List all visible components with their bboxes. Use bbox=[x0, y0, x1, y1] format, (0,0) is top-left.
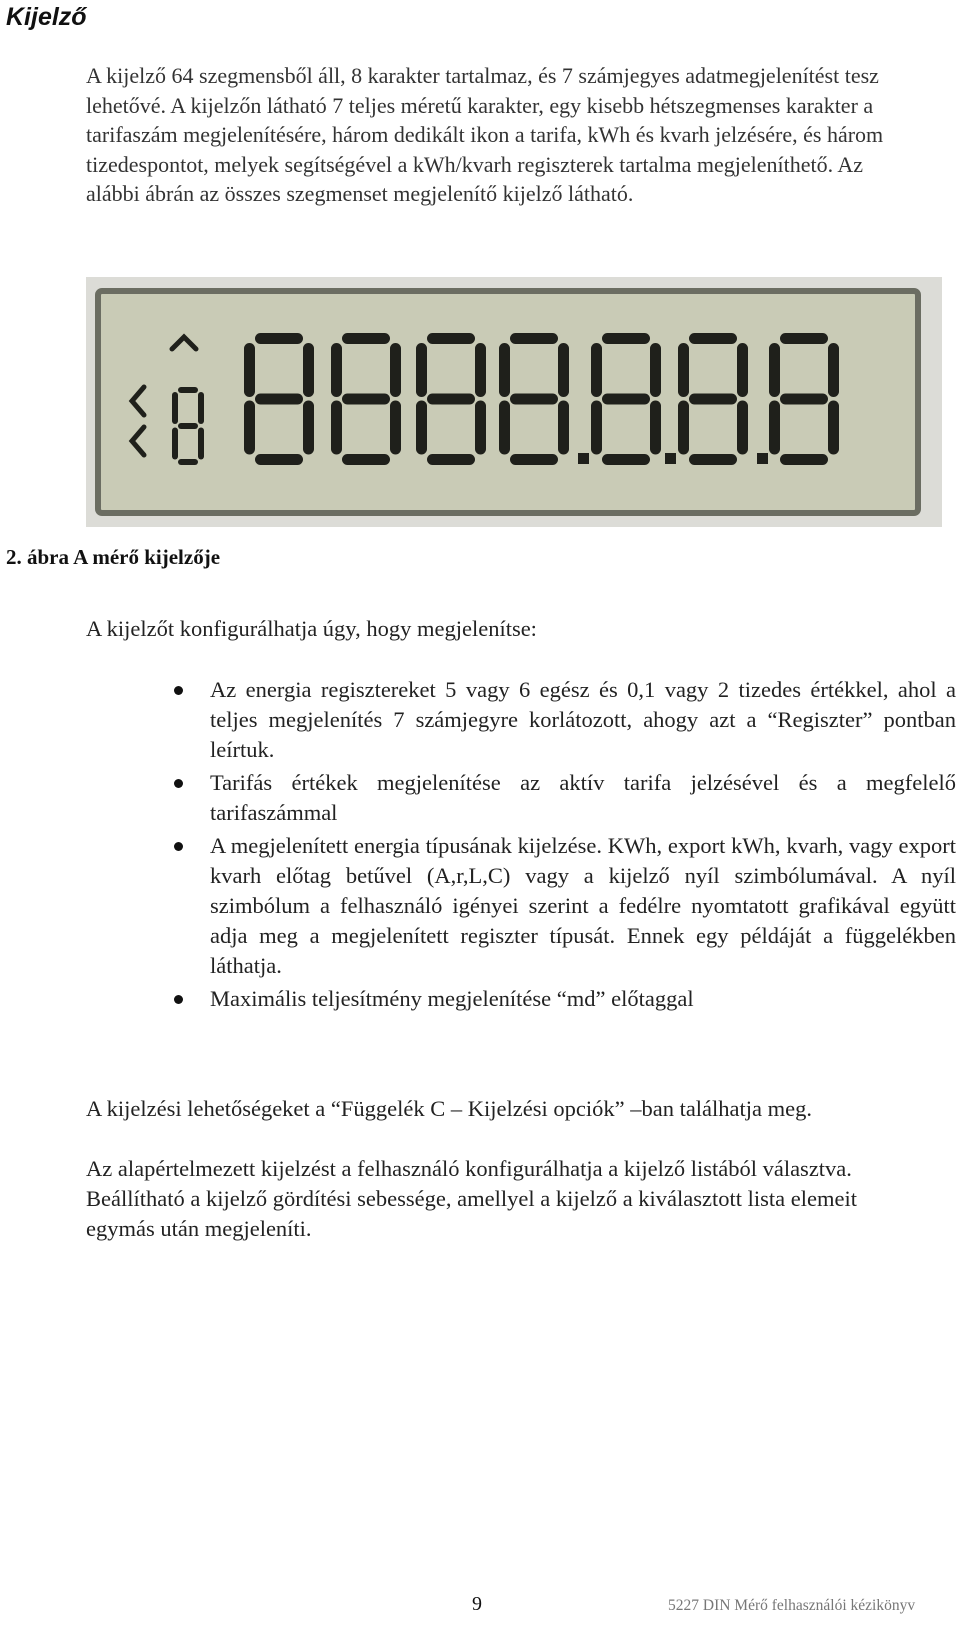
figure-caption: 2. ábra A mérő kijelzője bbox=[6, 545, 221, 569]
lcd-segment bbox=[769, 343, 780, 397]
lcd-segment bbox=[499, 343, 510, 397]
lcd-segment bbox=[828, 343, 839, 397]
lcd-decimal-point bbox=[757, 453, 768, 464]
lcd-segment bbox=[510, 454, 558, 465]
lcd-segment bbox=[510, 333, 558, 344]
lcd-segment bbox=[602, 394, 650, 405]
lcd-segment bbox=[689, 454, 737, 465]
lcd-segment bbox=[342, 333, 390, 344]
lcd-decimal-point bbox=[578, 453, 589, 464]
lcd-segment bbox=[178, 423, 198, 429]
list-item bbox=[86, 768, 956, 828]
lcd-segment bbox=[244, 401, 255, 455]
lcd-segment bbox=[416, 401, 427, 455]
options-paragraph: A kijelzési lehetőségeket a “Függelék C – Kijelzési opciók” –ban találhatja meg. bbox=[86, 1096, 813, 1121]
lcd-segment bbox=[244, 343, 255, 397]
lcd-segment bbox=[342, 394, 390, 405]
lcd-segment bbox=[303, 401, 314, 455]
bullet-icon bbox=[174, 779, 183, 788]
lcd-segment bbox=[558, 401, 569, 455]
lcd-segment bbox=[591, 401, 602, 455]
config-intro-paragraph: A kijelzőt konfigurálhatja úgy, hogy megjelenítse: bbox=[86, 616, 537, 641]
lcd-segment bbox=[650, 343, 661, 397]
bullet-icon bbox=[174, 995, 183, 1004]
lcd-segment bbox=[678, 343, 689, 397]
intro-paragraph: A kijelző 64 szegmensből áll, 8 karakter tartalmaz, és 7 számjegyes adatmegjelenítést tesz lehetővé. A kijelzőn látható 7 teljes méretű karakter, egy kisebb hétszegmenses karakter a tarifaszám megjelenítésére, három dedikált ikon a tarifa, kWh és kvarh jelzésére, és három tizedespontot, melyek segítségével a kWh/kvarh regiszterek tartalma megjeleníthető. Az alábbi ábrán az összes szegmenset megjelenítő kijelző látható. bbox=[86, 63, 884, 206]
lcd-segment bbox=[737, 401, 748, 455]
lcd-segment bbox=[427, 333, 475, 344]
lcd-segment bbox=[678, 401, 689, 455]
lcd-segment bbox=[172, 392, 178, 424]
lcd-segment bbox=[331, 343, 342, 397]
lcd-segment bbox=[737, 343, 748, 397]
lcd-segment bbox=[331, 401, 342, 455]
list-item-text: Maximális teljesítmény megjelenítése “md” előtaggal bbox=[210, 986, 694, 1011]
lcd-segment bbox=[255, 394, 303, 405]
lcd-segment bbox=[303, 343, 314, 397]
bullet-icon bbox=[174, 842, 183, 851]
lcd-segment bbox=[178, 459, 198, 465]
lcd-segment bbox=[198, 428, 204, 460]
bullet-icon bbox=[174, 686, 183, 695]
list-item bbox=[86, 984, 956, 1014]
lcd-segment bbox=[602, 333, 650, 344]
list-item-text: Tarifás értékek megjelenítése az aktív tarifa jelzésével és a megfelelő tarifaszámmal bbox=[210, 770, 956, 825]
list-item-text: A megjelenített energia típusának kijelzése. KWh, export kWh, kvarh, vagy export kvarh előtag betűvel (A,r,L,C) vagy a kijelző nyíl szimbólumával. A nyíl szimbólum a felhasználó igényei szerint a fedélre nyomtatott grafikával együtt adja meg a megjelenített regiszter típusát. Ennek egy példáját a függelékben láthatja. bbox=[210, 833, 956, 978]
lcd-segment bbox=[689, 333, 737, 344]
lcd-segment bbox=[689, 394, 737, 405]
lcd-display-image bbox=[86, 277, 942, 527]
lcd-segment bbox=[499, 401, 510, 455]
lcd-segment bbox=[255, 333, 303, 344]
page-number: 9 bbox=[472, 1593, 482, 1615]
lcd-segment bbox=[780, 394, 828, 405]
lcd-segment bbox=[780, 333, 828, 344]
lcd-segment bbox=[427, 394, 475, 405]
lcd-segment bbox=[780, 454, 828, 465]
lcd-segment bbox=[390, 343, 401, 397]
lcd-segment bbox=[475, 401, 486, 455]
default-display-paragraph: Az alapértelmezett kijelzést a felhasználó konfigurálhatja a kijelző listából választva. Beállítható a kijelző gördítési sebessége, amellyel a kijelző a kiválasztott lista elemeit egymás után megjeleníti. bbox=[86, 1156, 857, 1241]
lcd-segment bbox=[650, 401, 661, 455]
lcd-segment bbox=[172, 428, 178, 460]
list-item bbox=[86, 675, 956, 765]
lcd-segment bbox=[475, 343, 486, 397]
list-item bbox=[86, 831, 956, 981]
section-heading: Kijelző bbox=[6, 3, 87, 31]
lcd-segment bbox=[198, 392, 204, 424]
feature-list bbox=[86, 675, 956, 1017]
lcd-segment bbox=[390, 401, 401, 455]
lcd-segment bbox=[416, 343, 427, 397]
lcd-segment bbox=[602, 454, 650, 465]
lcd-segment bbox=[828, 401, 839, 455]
lcd-segment bbox=[255, 454, 303, 465]
lcd-segment bbox=[178, 387, 198, 393]
list-item-text: Az energia regisztereket 5 vagy 6 egész és 0,1 vagy 2 tizedes értékkel, ahol a teljes megjelenítés 7 számjegyre korlátozott, ahogy azt a “Regiszter” pontban leírtuk. bbox=[210, 677, 956, 762]
lcd-segment bbox=[558, 343, 569, 397]
lcd-display-figure bbox=[86, 277, 942, 527]
lcd-segment bbox=[510, 394, 558, 405]
footer-title: 5227 DIN Mérő felhasználói kézikönyv bbox=[668, 1597, 916, 1614]
lcd-segment bbox=[342, 454, 390, 465]
lcd-segment bbox=[769, 401, 780, 455]
lcd-segment bbox=[591, 343, 602, 397]
lcd-segment bbox=[427, 454, 475, 465]
lcd-decimal-point bbox=[665, 453, 676, 464]
